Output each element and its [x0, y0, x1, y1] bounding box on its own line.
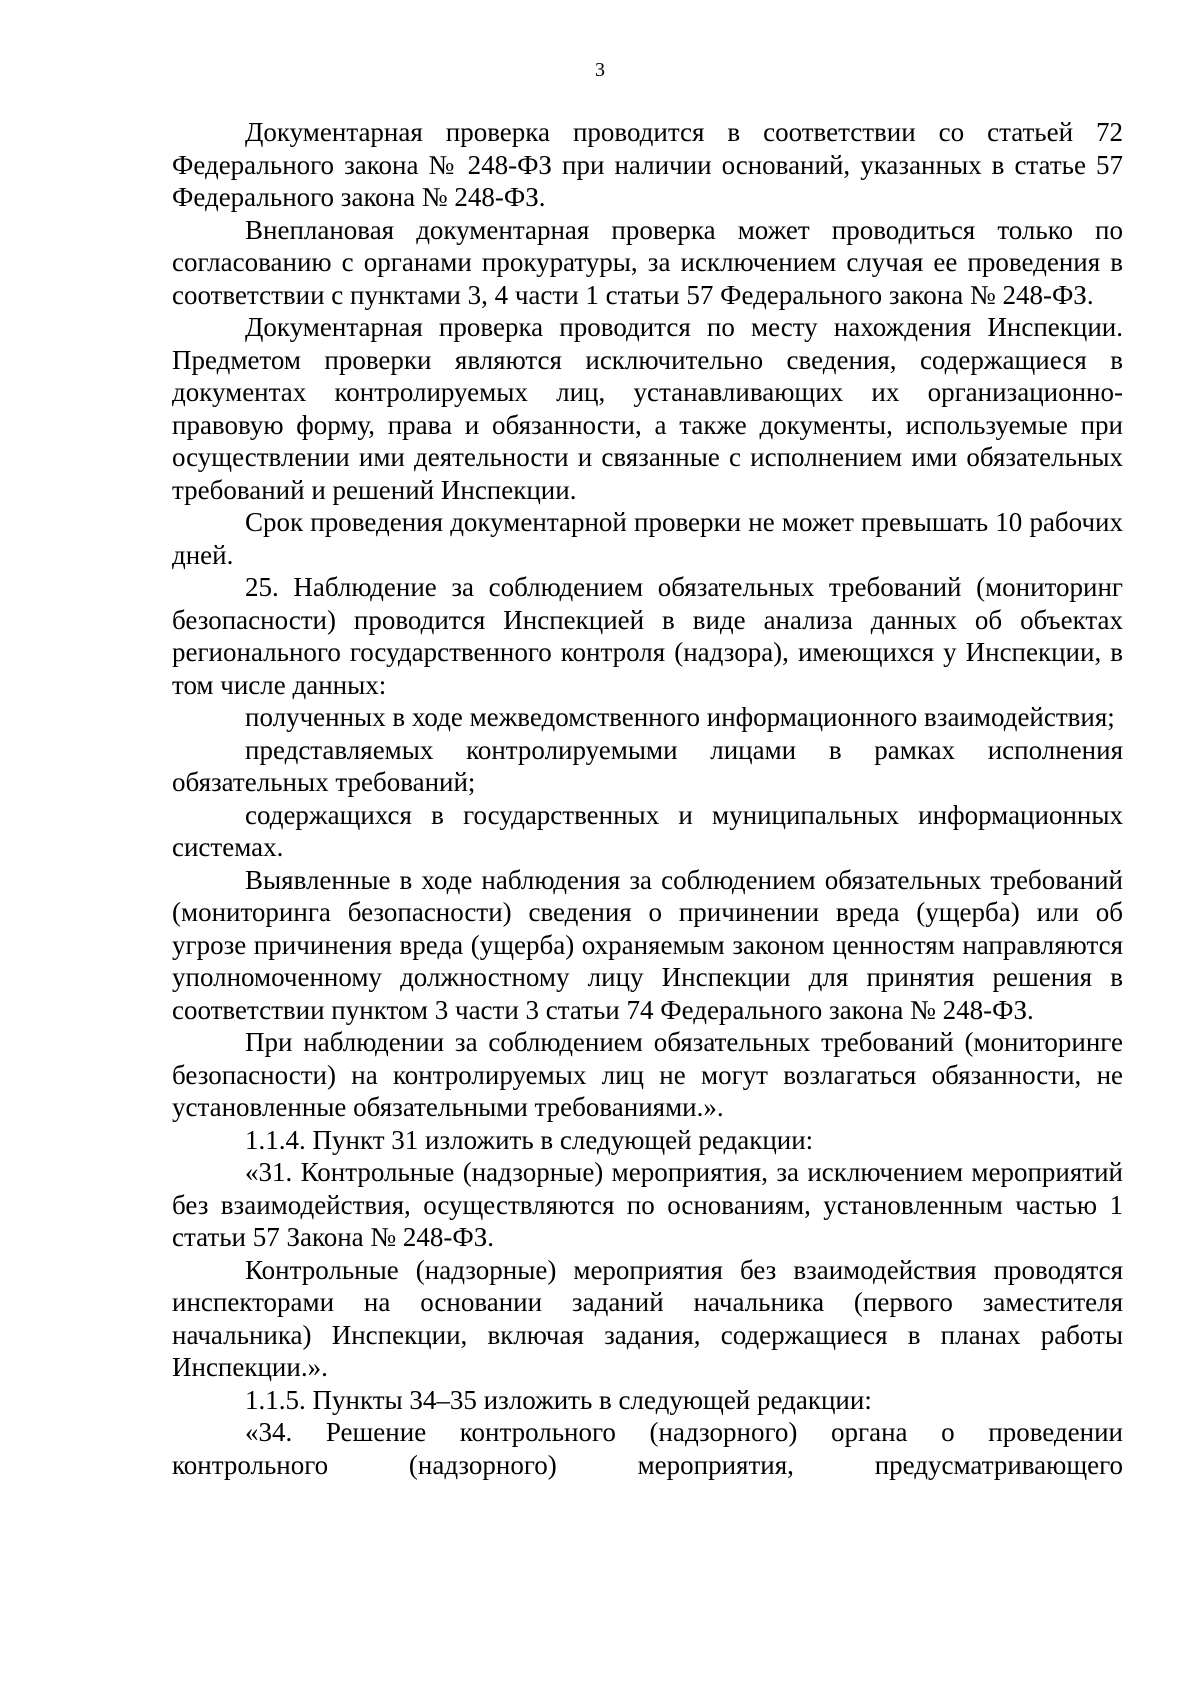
paragraph-1-1-4-heading: 1.1.4. Пункт 31 изложить в следующей редакции: [245, 1124, 814, 1155]
paragraph-data-interagency: полученных в ходе межведомственного информационного взаимодействия; [245, 702, 1115, 732]
paragraph-item-31: «31. Контрольные (надзорные) мероприятия, за исключением мероприятий без взаимодействия, осуществляются по основаниям, установленным частью 1 статьи 57 Закона № 248-ФЗ. [172, 1157, 1123, 1252]
paragraph-documentary-check-basis: Документарная проверка проводится в соответствии со статьей 72 Федерального закона № 248-ФЗ при наличии оснований, указанных в статье 57 Федерального закона № 248-ФЗ. [172, 117, 1123, 212]
paragraph-identified-harm-info: Выявленные в ходе наблюдения за соблюдением обязательных требований (мониторинга безопасности) сведения о причинении вреда (ущерба) или об угрозе причинения вреда (ущерба) охраняемым законом ценностям направляются уполномоченному должностному лицу Инспекции для принятия решения в соответствии пунктом 3 части 3 статьи 74 Федерального закона № 248-ФЗ. [172, 864, 1123, 1025]
paragraph-item-34: «34. Решение контрольного (надзорного) органа о проведении контрольного (надзорного) мероприятия, предусматривающего [172, 1417, 1123, 1480]
paragraph-data-info-systems: содержащихся в государственных и муниципальных информационных системах. [172, 799, 1123, 862]
paragraph-1-1-5-heading: 1.1.5. Пункты 34–35 изложить в следующей редакции: [245, 1384, 872, 1415]
paragraph-data-submitted: представляемых контролируемыми лицами в рамках исполнения обязательных требований; [172, 734, 1123, 797]
paragraph-measures-without-interaction: Контрольные (надзорные) мероприятия без взаимодействия проводятся инспекторами на основании заданий начальника (первого заместителя начальника) Инспекции, включая задания, содержащиеся в планах работы Инспекции.». [172, 1254, 1123, 1382]
paragraph-check-duration: Срок проведения документарной проверки не может превышать 10 рабочих дней. [172, 507, 1123, 570]
paragraph-check-location-subject: Документарная проверка проводится по месту нахождения Инспекции. Предметом проверки являются исключительно сведения, содержащиеся в документах контролируемых лиц, устанавливающих их организационно-правовую форму, права и обязанности, а также документы, используемые при осуществлении ими деятельности и связанные с исполнением ими обязательных требований и решений Инспекции. [172, 312, 1123, 505]
page-number: 3 [595, 59, 605, 81]
paragraph-item-25-monitoring: 25. Наблюдение за соблюдением обязательных требований (мониторинг безопасности) проводится Инспекцией в виде анализа данных об объектах регионального государственного контроля (надзора), имеющихся у Инспекции, в том числе данных: [172, 572, 1123, 700]
paragraph-unscheduled-check: Внеплановая документарная проверка может проводиться только по согласованию с органами прокуратуры, за исключением случая ее проведения в соответствии с пунктами 3, 4 части 1 статьи 57 Федерального закона № 248-ФЗ. [172, 214, 1123, 310]
document-body [172, 116, 1123, 1481]
paragraph-no-extra-obligations: При наблюдении за соблюдением обязательных требований (мониторинге безопасности) на контролируемых лиц не могут возлагаться обязанности, не установленные обязательными требованиями.». [172, 1027, 1123, 1122]
